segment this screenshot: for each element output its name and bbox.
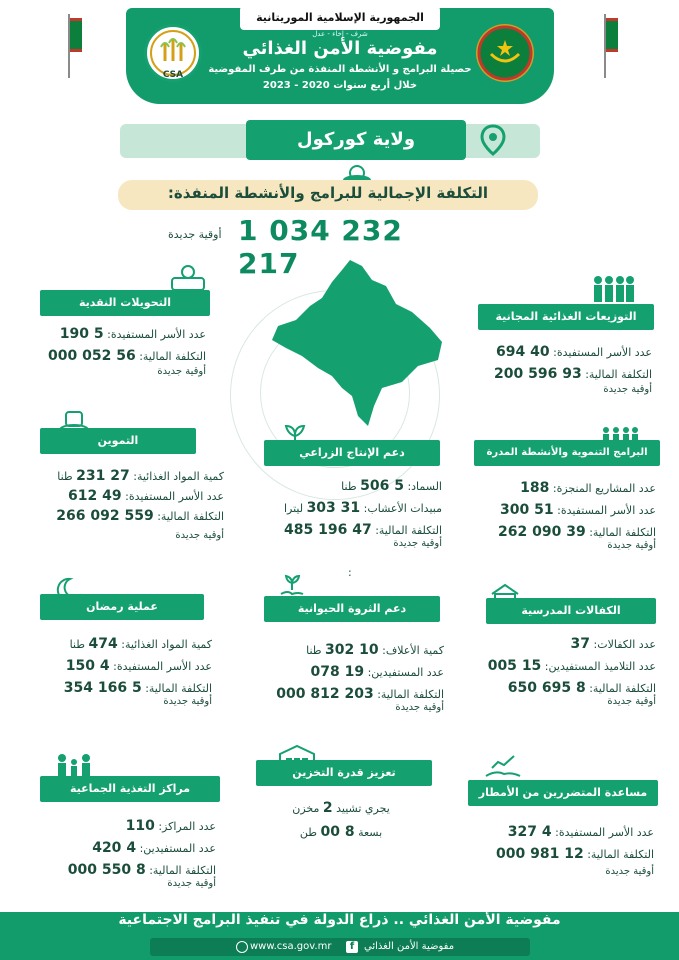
supply-title: التموين <box>40 428 196 454</box>
cash-transfers-title: التحويلات النقدية <box>40 290 210 316</box>
label: عدد الأسر المستفيدة: <box>107 328 206 341</box>
footer-bar <box>150 938 530 956</box>
label: التكلفة المالية: <box>139 350 206 363</box>
feeding-centers-title: مراكز التغذية الجماعية <box>40 776 220 802</box>
livestock-title: دعم الثروة الحيوانية <box>264 596 440 622</box>
value: 15 005 <box>487 658 542 674</box>
unit: أوقية جديدة <box>157 366 206 377</box>
unit: طنا <box>57 470 73 483</box>
region-map <box>262 256 452 436</box>
value: 5 190 <box>59 326 104 342</box>
unit: مخزن <box>292 802 320 815</box>
label: التكلفة المالية: <box>585 368 652 381</box>
footer-slogan: مفوضية الأمن الغذائي .. ذراع الدولة في تنفيذ البرامج الاجتماعية <box>118 912 561 928</box>
value: 4 150 <box>65 658 110 674</box>
csa-logo-text: CSA <box>162 70 184 80</box>
label: عدد الأسر المستفيدة: <box>113 660 212 673</box>
unit: أوقية جديدة <box>605 866 654 877</box>
value: 188 <box>520 480 550 496</box>
unit: أوقية جديدة <box>603 384 652 395</box>
value: 39 090 262 <box>498 524 586 540</box>
header-title: مفوضية الأمن الغذائي <box>242 38 438 59</box>
value: 93 596 200 <box>494 366 582 382</box>
unit: أوقية جديدة <box>607 696 656 707</box>
unit: أوقية جديدة <box>395 702 444 713</box>
value: 8 00 <box>320 824 355 840</box>
label: التكلفة المالية: <box>157 510 224 523</box>
storage-title: تعزيز قدرة التخزين <box>256 760 432 786</box>
value: 559 092 266 <box>56 508 154 524</box>
label: عدد المشاريع المنجزة: <box>552 482 656 495</box>
agri-body <box>258 478 442 549</box>
value: 10 302 <box>325 642 379 658</box>
rain-aid-body <box>476 824 654 877</box>
value: 2 <box>322 800 333 816</box>
value: 49 612 <box>68 488 122 504</box>
label: عدد الأسر المستفيدة: <box>125 490 224 503</box>
header-subtitle: حصيلة البرامج و الأنشطة المنفذة من طرف المفوضية <box>208 64 472 75</box>
unit: طنا <box>341 480 357 493</box>
school-body <box>478 636 656 707</box>
unit: ليترا <box>283 502 304 515</box>
value: 12 981 000 <box>496 846 584 862</box>
label: التكلفة المالية: <box>375 524 442 537</box>
label: بسعة <box>358 826 383 839</box>
ramadan-title: عملية رمضان <box>40 594 204 620</box>
hand-growth-icon <box>484 752 522 780</box>
facebook-icon: f <box>346 941 358 953</box>
value: 5 506 <box>360 478 404 494</box>
value: 5 166 354 <box>63 680 142 696</box>
government-name: الجمهورية الإسلامية الموريتانية <box>240 6 440 30</box>
unit: أوقية جديدة <box>393 538 442 549</box>
label: التكلفة المالية: <box>149 864 216 877</box>
label: عدد الأسر المستفيدة: <box>553 346 652 359</box>
total-unit: أوقية جديدة <box>168 228 222 241</box>
storage-body <box>266 800 416 840</box>
label: كمية الأعلاف: <box>382 644 444 657</box>
value: 19 078 <box>310 664 365 680</box>
unit: طن <box>299 826 317 839</box>
location-pin-icon <box>478 124 508 158</box>
globe-icon <box>236 941 248 953</box>
unit: طنا <box>306 644 322 657</box>
value: 4 327 <box>507 824 552 840</box>
supply-body <box>36 468 224 541</box>
motto: شرف - إخاء - عدل <box>312 30 368 38</box>
value: 31 303 <box>306 500 361 516</box>
website-link[interactable]: www.csa.gov.mr <box>250 941 332 952</box>
value: 37 <box>570 636 591 652</box>
region-name: ولاية كوركول <box>246 120 466 160</box>
value: 47 196 485 <box>284 522 372 538</box>
value: 4 420 <box>92 840 137 856</box>
label: التكلفة المالية: <box>587 848 654 861</box>
unit: أوقية جديدة <box>607 540 656 551</box>
value: 51 300 <box>500 502 554 518</box>
free-distribution-body <box>480 344 652 395</box>
cash-transfers-body <box>40 326 206 377</box>
value: 27 231 <box>76 468 130 484</box>
value: 8 550 000 <box>67 862 146 878</box>
total-value: 1 034 232 217 <box>238 214 403 280</box>
label: يجري تشييد <box>336 802 390 815</box>
label: عدد المستفيدين: <box>367 666 444 679</box>
people-group-icon <box>590 272 636 304</box>
value: 8 695 650 <box>507 680 586 696</box>
total-label: التكلفة الإجمالية للبرامج والأنشطة المنفذة: <box>167 184 489 202</box>
label: التكلفة المالية: <box>145 682 212 695</box>
unit: أوقية جديدة <box>167 878 216 889</box>
label: مبيدات الأعشاب: <box>363 502 442 515</box>
label: عدد الكفالات: <box>593 638 656 651</box>
label: عدد المراكز: <box>158 820 216 833</box>
value: 40 694 <box>496 344 550 360</box>
livestock-body <box>258 642 444 713</box>
facebook-link[interactable]: مفوضية الأمن الغذائي <box>364 941 455 952</box>
value: 474 <box>88 636 118 652</box>
unit: طنا <box>69 638 86 651</box>
header-period: خلال أربع سنوات 2020 - 2023 <box>262 80 418 91</box>
unit: أوقية جديدة <box>163 696 212 707</box>
ramadan-body <box>40 636 212 707</box>
label: كمية المواد الغذائية: <box>121 638 212 651</box>
flag-left <box>64 14 74 78</box>
flag-right <box>600 14 610 78</box>
feeding-centers-body <box>40 818 216 889</box>
value: 203 812 000 <box>276 686 374 702</box>
school-title: الكفالات المدرسية <box>486 598 656 624</box>
agri-title: دعم الإنتاج الزراعي <box>264 440 440 466</box>
label: التكلفة المالية: <box>589 526 656 539</box>
unit: أوقية جديدة <box>175 530 224 541</box>
label: عدد الأسر المستفيدة: <box>555 826 654 839</box>
label: التكلفة المالية: <box>377 688 444 701</box>
value: 56 052 000 <box>48 348 136 364</box>
rain-aid-title: مساعدة المتضررين من الأمطار <box>468 780 658 806</box>
label: عدد التلاميذ المستفيدين: <box>544 660 656 673</box>
free-distribution-title: التوزيعات الغذائية المجانية <box>478 304 654 330</box>
value: 110 <box>125 818 155 834</box>
stray-mark: : <box>348 566 352 579</box>
dev-programs-body <box>480 480 656 551</box>
label: التكلفة المالية: <box>589 682 656 695</box>
dev-programs-title: البرامج التنموية والأنشطة المدرة للدخل <box>474 440 660 466</box>
label: السماد: <box>407 480 442 493</box>
label: عدد الأسر المستفيدة: <box>557 504 656 517</box>
label: كمية المواد الغذائية: <box>133 470 224 483</box>
label: عدد المستفيدين: <box>139 842 216 855</box>
